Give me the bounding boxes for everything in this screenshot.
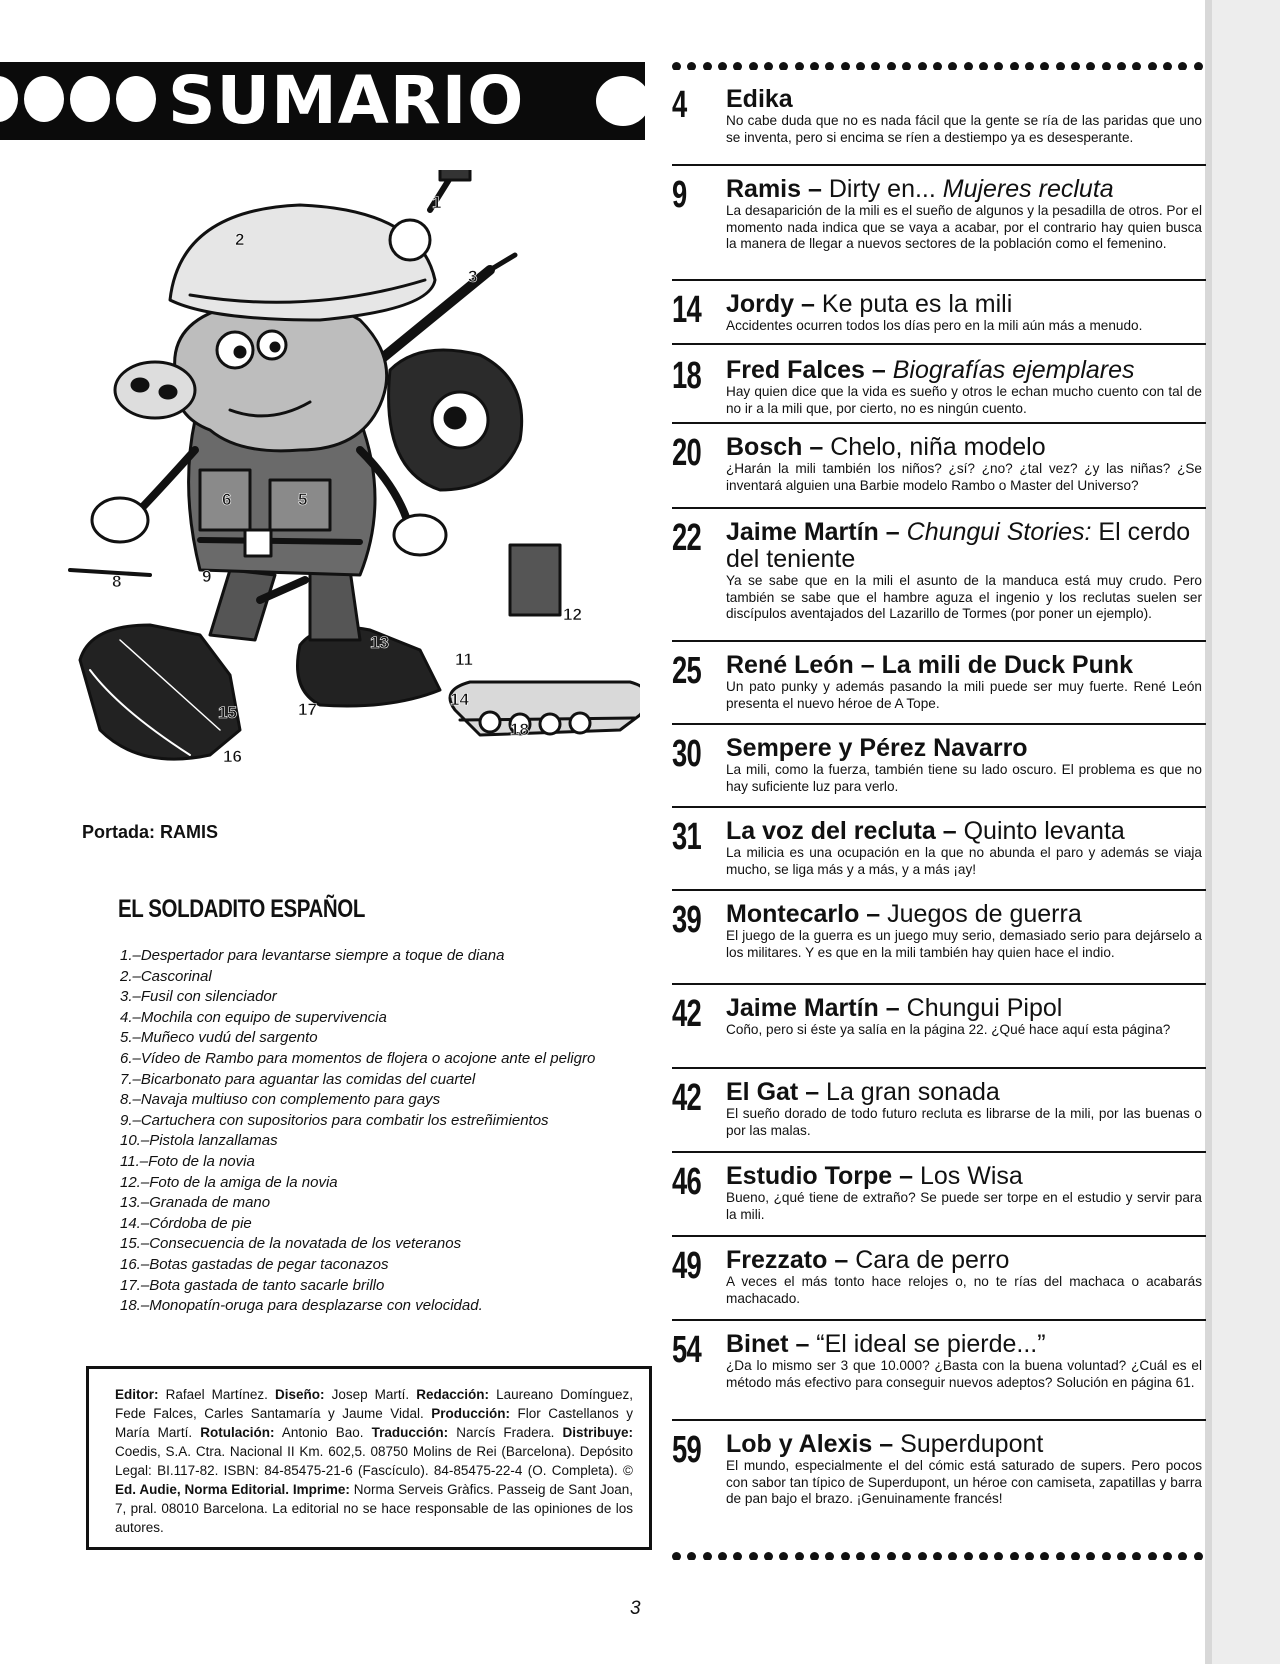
credit-label: Ed. Audie, Norma Editorial. Imprime:: [115, 1482, 350, 1497]
illus-label-18: 18: [510, 720, 529, 739]
entry-description: Hay quien dice que la vida es sueño y otros le echan mucho cuento con tal de no ir a la mili que, por cierto, no es ningún cuento.: [726, 384, 1202, 416]
legend-item: 2.–Cascorinal: [120, 967, 212, 985]
entry-dash: –: [892, 1162, 920, 1190]
entry-description: El sueño dorado de todo futuro recluta es librarse de la mili, por las buenas o por las malas.: [726, 1106, 1202, 1138]
entry-description: La desaparición de la mili es el sueño de algunos y la pesadilla de otros. Por el momento nada indica que se vaya a acabar, por el contrario hay quien busca la manera de llegar a nuevos sectores de la población como el femenino.: [726, 203, 1202, 251]
entry-title: La gran sonada: [826, 1078, 1000, 1106]
entry-author: El Gat: [726, 1078, 799, 1106]
entry-title: Cara de perro: [855, 1246, 1010, 1274]
entry-title: Chelo, niña modelo: [830, 433, 1046, 461]
legend-list: [120, 946, 595, 1317]
contents-entry: [672, 509, 1206, 642]
entry-page-number: 42: [672, 993, 702, 1035]
entry-description: La milicia es una ocupación en la que no abunda el paro y además se viaja mucho, se liga más y a más, y a más ¡ay!: [726, 845, 1202, 877]
entry-author: Fred Falces: [726, 356, 865, 384]
entry-author: René León – La mili de Duck Punk: [726, 651, 1134, 679]
contents-entry: [672, 1237, 1206, 1321]
entry-description: No cabe duda que no es nada fácil que la gente se ría de las paridas que uno se inventa, pero si encima se ríen a destiempo ya es desesperante.: [726, 113, 1202, 145]
entry-heading: [726, 652, 1202, 679]
legend-item: 7.–Bicarbonato para aguantar las comidas del cuartel: [120, 1070, 476, 1088]
contents-entry: [672, 985, 1206, 1069]
legend-item: 16.–Botas gastadas de pegar taconazos: [120, 1255, 389, 1273]
entry-title: Chungui Pipol: [906, 994, 1063, 1022]
credit-label: Rotulación:: [200, 1425, 275, 1440]
contents-entry: [672, 642, 1206, 725]
contents-list: [672, 80, 1206, 1514]
entry-description: El mundo, especialmente el del cómic está saturado de supers. Pero pocos con sabor tan típico de Superdupont, un héroe con camiseta, zapatillas y barra de pan bajo el brazo. ¡Genuinamente francés!: [726, 1458, 1202, 1506]
entry-heading: [726, 1331, 1202, 1358]
credit-text: Narcís Fradera.: [448, 1425, 563, 1440]
entry-page-number: 25: [672, 650, 702, 692]
illus-label-5: 5: [298, 490, 308, 509]
entry-author: Lob y Alexis: [726, 1430, 873, 1458]
entry-description: Bueno, ¿qué tiene de extraño? Se puede ser torpe en el estudio y servir para la mili.: [726, 1190, 1202, 1222]
credit-label: Traducción:: [371, 1425, 449, 1440]
credit-label: Diseño:: [275, 1387, 325, 1402]
legend-item: 12.–Foto de la amiga de la novia: [120, 1173, 338, 1191]
legend-item: 3.–Fusil con silenciador: [120, 988, 277, 1006]
contents-entry: [672, 166, 1206, 281]
credit-text: Norma Serveis Gràfics. Passeig de Sant Joan, 7, pral. 08010 Barcelona. La editorial no se hace responsable de las opiniones de los autores.: [115, 1482, 634, 1535]
entry-heading: [726, 1247, 1202, 1274]
legend-item: 9.–Cartuchera con supositorios para combatir los estreñimientos: [120, 1111, 549, 1129]
credit-text: Josep Martí.: [324, 1387, 417, 1402]
entry-description: Ya se sabe que en la mili el asunto de la manduca está muy crudo. Pero también se sabe que el hambre aguza el ingenio y los reclutas suelen ser discípulos aventajados del Lazarillo de Tormes (por poner un ejemplo).: [726, 573, 1202, 621]
entry-heading: [726, 1079, 1202, 1106]
entry-dash: –: [827, 1246, 856, 1274]
entry-author: Sempere y Pérez Navarro: [726, 734, 1028, 762]
credits-box: [86, 1366, 652, 1550]
entry-heading: [726, 735, 1202, 762]
entry-dash: –: [859, 900, 888, 928]
entry-title: Quinto levanta: [963, 817, 1125, 845]
credit-label: Distribuye:: [562, 1425, 633, 1440]
illus-label-3: 3: [468, 267, 478, 286]
entry-dash: –: [935, 817, 964, 845]
legend-item: 1.–Despertador para levantarse siempre a toque de diana: [120, 947, 505, 964]
entry-heading: [726, 519, 1202, 573]
masthead-banner: [0, 62, 645, 140]
masthead-title: SUMARIO: [168, 62, 525, 139]
contents-entry: [672, 1153, 1206, 1237]
entry-description: Accidentes ocurren todos los días pero en la mili aún más a menudo.: [726, 318, 1143, 333]
entry-description: La mili, como la fuerza, también tiene su lado oscuro. El problema es que no hay suficiente luz para verlo.: [726, 762, 1202, 794]
illus-label-6: 6: [222, 490, 232, 509]
contents-entry: [672, 891, 1206, 985]
entry-heading: [726, 1163, 1202, 1190]
legend-title: EL SOLDADITO ESPAÑOL: [118, 895, 365, 923]
entry-page-number: 18: [672, 355, 702, 397]
illus-label-9: 9: [202, 567, 212, 586]
entry-page-number: 54: [672, 1329, 702, 1371]
entry-page-number: 46: [672, 1161, 702, 1203]
entry-heading: [726, 995, 1202, 1022]
illus-label-17: 17: [298, 700, 317, 719]
entry-heading: [726, 818, 1202, 845]
entry-page-number: 59: [672, 1429, 702, 1471]
legend-item: 8.–Navaja multiuso con complemento para gays: [120, 1091, 441, 1109]
contents-entry: [672, 808, 1206, 891]
illus-label-1: 1: [432, 193, 442, 212]
entry-description: El juego de la guerra es un juego muy serio, demasiado serio para dejárselo a los militares. Y es que en la mili también hay quien hace el indio.: [726, 928, 1202, 960]
entry-author: Ramis: [726, 175, 802, 203]
credit-label: Producción:: [431, 1406, 511, 1421]
masthead-trailing-dot: [596, 76, 645, 126]
entry-author: Jaime Martín: [726, 994, 879, 1022]
entry-author: Edika: [726, 85, 793, 113]
legend-item: 14.–Córdoba de pie: [120, 1214, 252, 1232]
credit-text: Rafael Martínez.: [158, 1387, 275, 1402]
entry-page-number: 31: [672, 816, 702, 858]
entry-author: Jaime Martín: [726, 518, 879, 546]
entry-dash: –: [802, 433, 831, 461]
legend-item: 4.–Mochila con equipo de supervivencia: [120, 1008, 387, 1026]
legend-item: 10.–Pistola lanzallamas: [120, 1132, 278, 1150]
legend-item: 15.–Consecuencia de la novatada de los veteranos: [120, 1235, 462, 1253]
legend-item: 11.–Foto de la novia: [120, 1152, 255, 1170]
entry-page-number: 42: [672, 1077, 702, 1119]
entry-author: Binet: [726, 1330, 789, 1358]
entry-dash: –: [794, 290, 822, 318]
entry-title: Ke puta es la mili: [821, 290, 1013, 318]
entry-dash: –: [878, 518, 907, 546]
entry-heading: [726, 86, 1202, 113]
contents-entry: [672, 725, 1206, 808]
entry-heading: [726, 1431, 1202, 1458]
illus-label-2: 2: [235, 230, 245, 249]
contents-entry: [672, 1321, 1206, 1421]
entry-author: Montecarlo: [726, 900, 860, 928]
entry-dash: –: [788, 1330, 817, 1358]
illus-label-16: 16: [223, 747, 242, 766]
entry-page-number: 49: [672, 1245, 702, 1287]
entry-page-number: 9: [672, 174, 687, 216]
entry-author: Frezzato: [726, 1246, 828, 1274]
entry-heading: [726, 901, 1202, 928]
entry-page-number: 30: [672, 733, 702, 775]
illus-label-14: 14: [450, 690, 469, 709]
credit-text: Coedis, S.A. Ctra. Nacional II Km. 602,5. 08750 Molins de Rei (Barcelona). Depósito Legal: BI.117-82. ISBN: 84-85475-21-6 (Fascículo). 84-85475-22-4 (O. Completa). ©: [115, 1444, 633, 1478]
entry-dash: –: [864, 356, 893, 384]
entry-page-number: 39: [672, 899, 702, 941]
entry-description: Coño, pero si éste ya salía en la página 22. ¿Qué hace aquí esta página?: [726, 1022, 1171, 1037]
entry-description: A veces el más tonto hace relojes o, no te rías del machaca o acabarás machacado.: [726, 1274, 1202, 1306]
entry-title: Superdupont: [900, 1430, 1044, 1458]
illus-label-12: 12: [563, 605, 582, 624]
page-gutter-shadow: [1205, 0, 1212, 1664]
entry-page-number: 4: [672, 84, 687, 126]
soldier-pig-illustration: [60, 170, 640, 820]
entry-title-italic: Chungui Stories:: [906, 518, 1092, 546]
credit-text: Laureano Domínguez, Fede Falces, Carles Santamaría y Jaume Vidal.: [115, 1387, 634, 1421]
entry-author: Bosch: [726, 433, 803, 461]
dot-rule-top: [672, 58, 1206, 70]
contents-entry: [672, 1069, 1206, 1153]
contents-entry: [672, 80, 1206, 166]
entry-title-italic: Mujeres recluta: [942, 175, 1114, 203]
masthead-dots: [0, 76, 162, 127]
entry-heading: [726, 434, 1202, 461]
entry-title: Dirty en...: [828, 175, 943, 203]
entry-page-number: 20: [672, 432, 702, 474]
cover-credit: Portada: RAMIS: [82, 822, 219, 842]
entry-heading: [726, 176, 1202, 203]
illus-label-11: 11: [455, 650, 473, 669]
legend-item: 17.–Bota gastada de tanto sacarle brillo: [120, 1276, 385, 1294]
entry-page-number: 22: [672, 517, 702, 559]
entry-heading: [726, 291, 1202, 318]
entry-dash: –: [872, 1430, 901, 1458]
credit-label: Editor:: [115, 1387, 159, 1402]
entry-title: “El ideal se pierde...”: [816, 1330, 1046, 1358]
entry-author: Jordy: [726, 290, 795, 318]
legend-item: 5.–Muñeco vudú del sargento: [120, 1029, 318, 1047]
page-number: 3: [630, 1598, 641, 1619]
dot-rule-bottom: [672, 1548, 1206, 1560]
contents-entry: [672, 1421, 1206, 1514]
entry-author: La voz del recluta: [726, 817, 936, 845]
contents-entry: [672, 281, 1206, 345]
contents-entry: [672, 424, 1206, 509]
entry-description: ¿Harán la mili también los niños? ¿sí? ¿no? ¿tal vez? ¿y las niñas? ¿Se inventará alguien una Barbie modelo Rambo o Master del Universo?: [726, 461, 1202, 493]
illus-label-8: 8: [112, 572, 122, 591]
credit-label: Redacción:: [416, 1387, 490, 1402]
entry-page-number: 14: [672, 289, 702, 331]
entry-author: Estudio Torpe: [726, 1162, 893, 1190]
contents-entry: [672, 345, 1206, 424]
legend-item: 13.–Granada de mano: [120, 1194, 271, 1212]
entry-dash: –: [798, 1078, 827, 1106]
legend-item: 18.–Monopatín-oruga para desplazarse con velocidad.: [120, 1297, 483, 1315]
credit-text: Antonio Bao.: [274, 1425, 372, 1440]
credit-text: Flor Castellanos y María Martí.: [115, 1406, 633, 1440]
illus-label-15: 15: [218, 703, 237, 722]
page-edge: [1212, 0, 1280, 1664]
entry-title-after: El cerdo del teniente: [726, 518, 1191, 573]
entry-heading: [726, 357, 1202, 384]
entry-title: Los Wisa: [920, 1162, 1023, 1190]
entry-title: Juegos de guerra: [887, 900, 1082, 928]
entry-title-italic: Biografías ejemplares: [892, 356, 1135, 384]
entry-description: ¿Da lo mismo ser 3 que 10.000? ¿Basta con la buena voluntad? ¿Cuál es el método más efectivo para conseguir nuevos adeptos? Solución en página 61.: [726, 1358, 1202, 1390]
illus-label-13: 13: [370, 633, 389, 652]
entry-description: Un pato punky y además pasando la mili puede ser muy fuerte. René León presenta el nuevo héroe de A Tope.: [726, 679, 1202, 711]
legend-item: 6.–Vídeo de Rambo para momentos de flojera o acojone ante el peligro: [120, 1049, 596, 1067]
entry-dash: –: [801, 175, 829, 203]
entry-dash: –: [878, 994, 907, 1022]
